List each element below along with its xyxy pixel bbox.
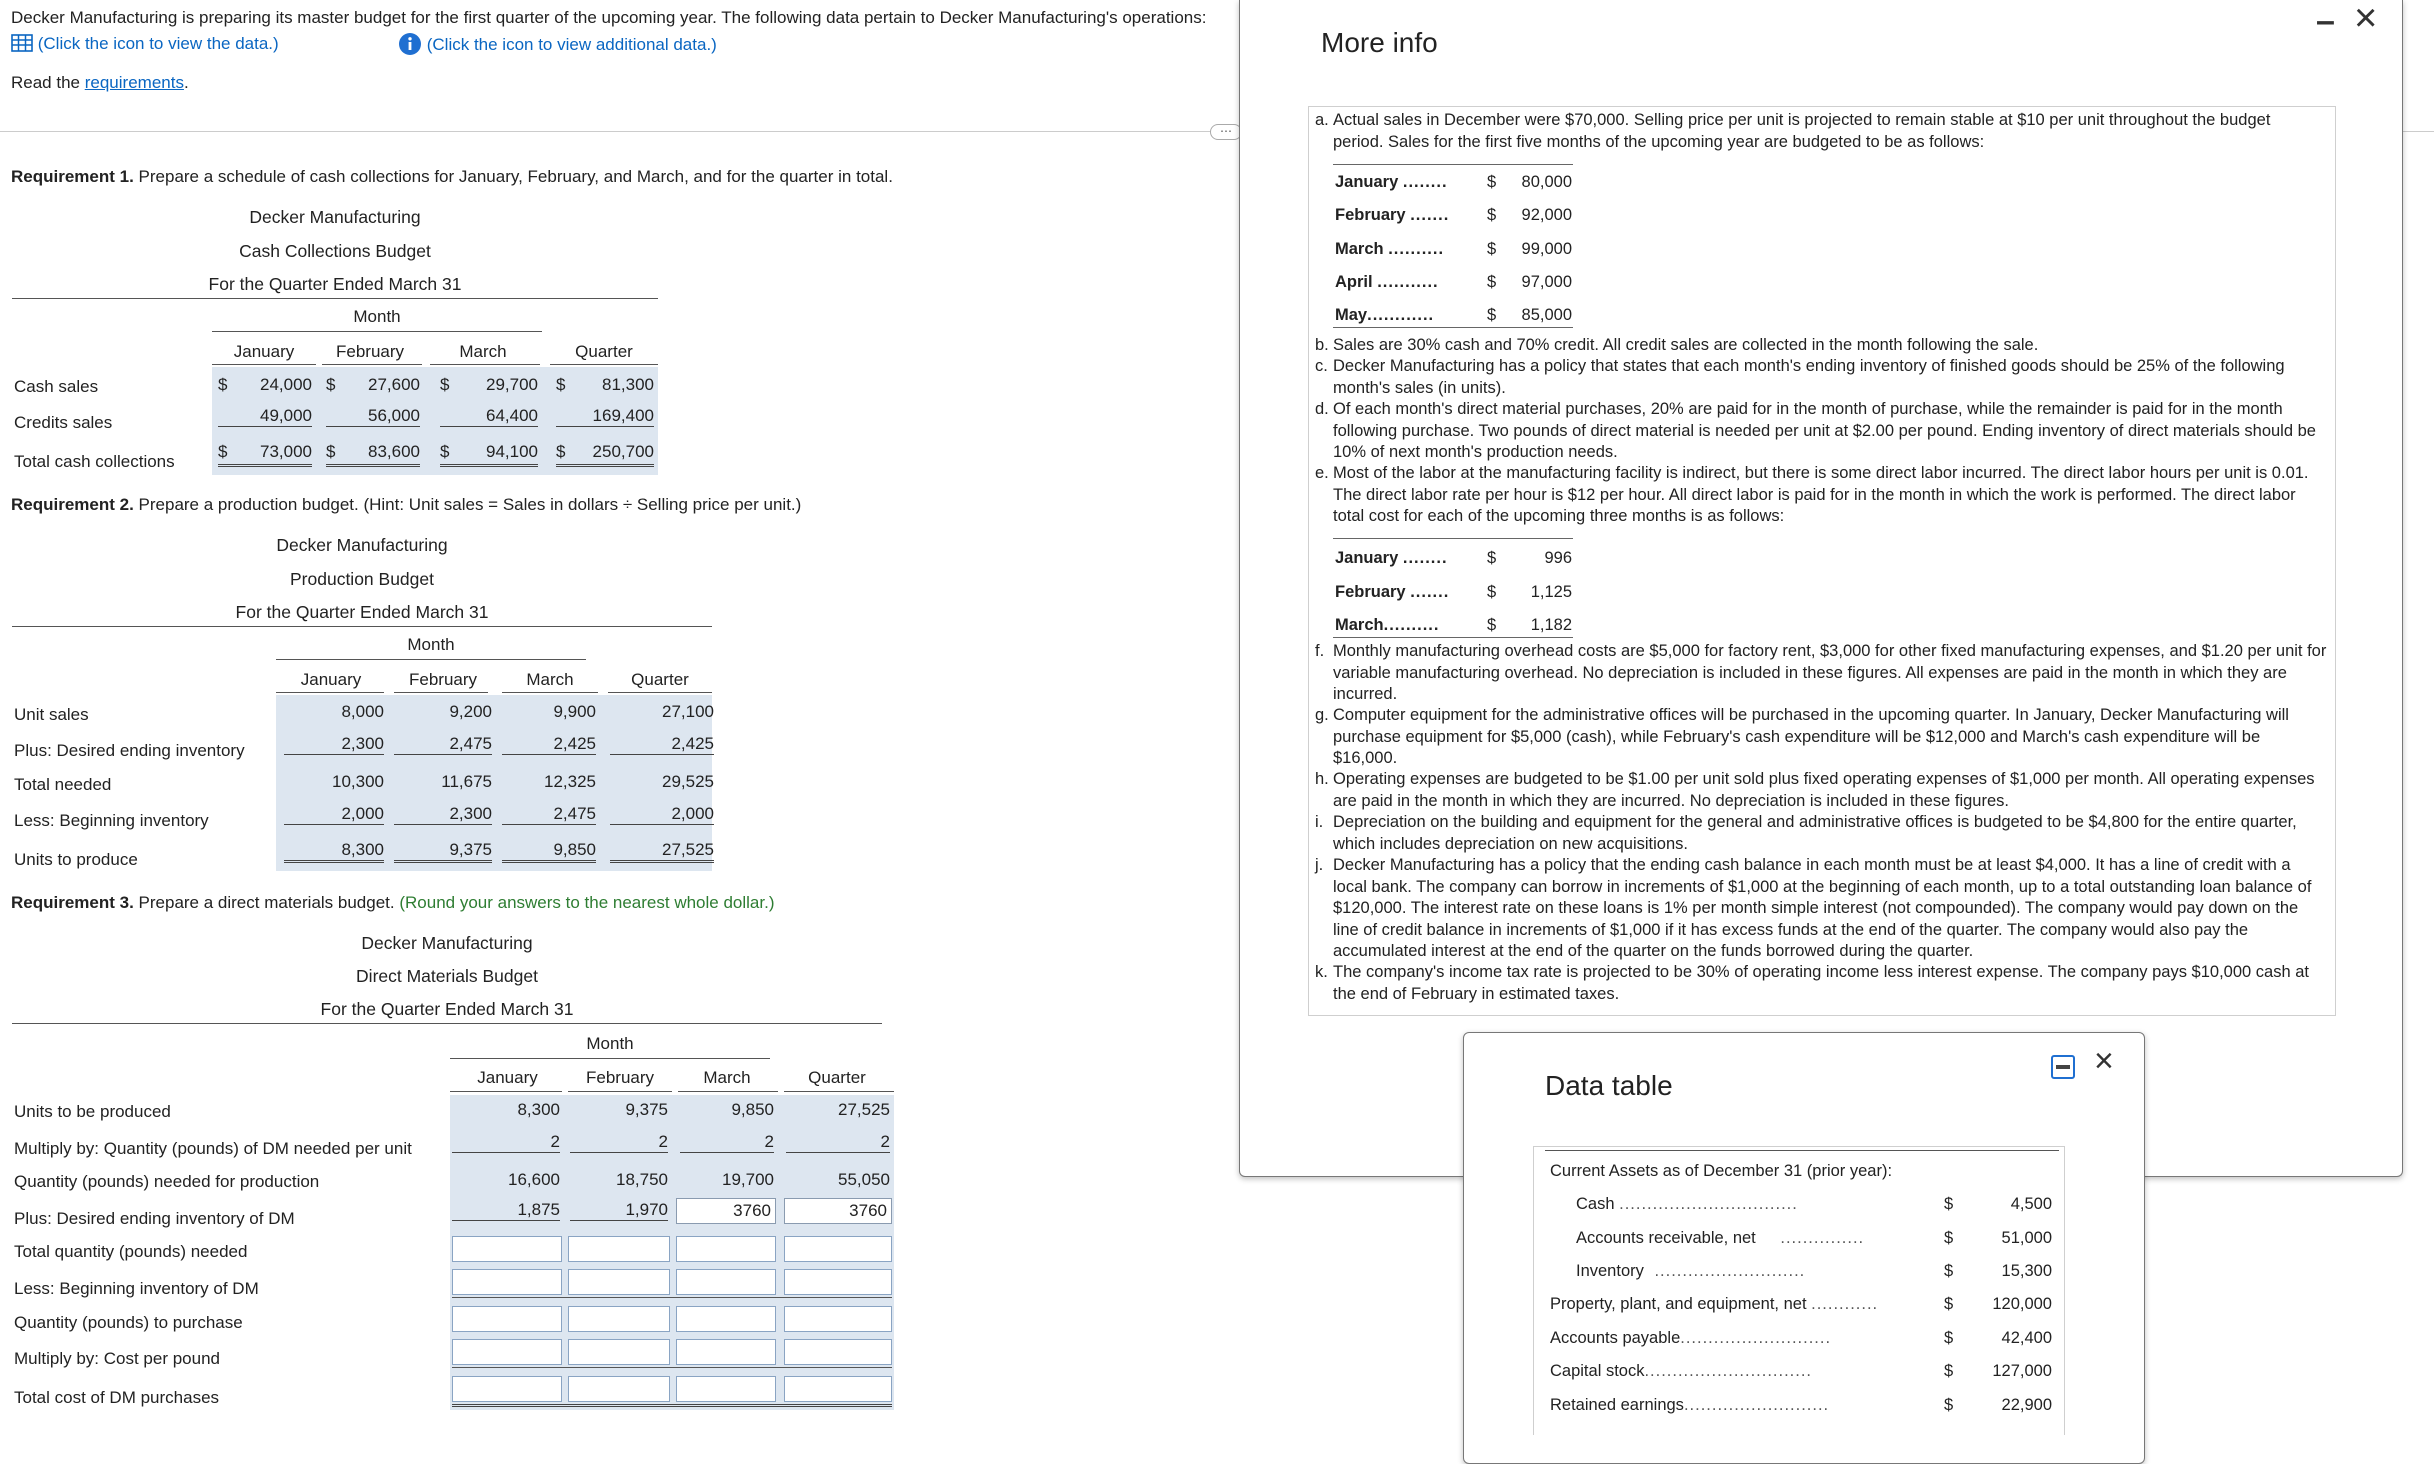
req1-heading: Requirement 1. Prepare a schedule of cash collections for January, February, and March, and for the quarter in total. (11, 167, 893, 186)
req1-company: Decker Manufacturing (249, 207, 421, 227)
sales-apr: 97,000 (1521, 273, 1572, 291)
data-table-box (1533, 1146, 2065, 1435)
req3-purchase-qty-qtr-input[interactable] (784, 1306, 892, 1332)
req3-cell: 18,750 (616, 1170, 668, 1189)
req2-row-label: Less: Beginning inventory (14, 811, 209, 830)
dt-capital: 127,000 (1992, 1362, 2052, 1380)
req3-heading: Requirement 3. Prepare a direct materials budget. (Round your answers to the nearest whole dollar.) (11, 893, 775, 912)
req2-cell: 2,300 (284, 734, 384, 755)
divider-right (2401, 131, 2434, 132)
sales-may: 85,000 (1521, 306, 1572, 324)
req3-beg-inv-jan-input[interactable] (452, 1269, 562, 1295)
collapse-handle[interactable]: ⋯ (1210, 124, 1242, 140)
req3-total-needed-jan-input[interactable] (452, 1236, 562, 1262)
req2-row-label: Total needed (14, 775, 112, 794)
req3-cell: 2 (452, 1132, 560, 1153)
req1-credit-jan: 49,000 (218, 406, 312, 427)
req2-row-label: Plus: Desired ending inventory (14, 741, 245, 760)
item-k-text: The company's income tax rate is projected to be 30% of operating income less interest expense. The company pays $10,000 cash at the end of February in estimated taxes. (1333, 963, 2309, 1003)
req3-row-label: Plus: Desired ending inventory of DM (14, 1209, 295, 1228)
req3-cell: 2 (680, 1132, 774, 1153)
view-additional-link[interactable]: (Click the icon to view additional data.) (398, 32, 717, 56)
item-g-text: Computer equipment for the administrative offices will be purchased in the upcoming quarter. In January, Decker Manufacturing will purchase equipment for $5,000 (cash), while February's cash expenditure will be $12,000 and March's cash expenditure will be $16,000. (1333, 706, 2289, 767)
req3-beg-inv-feb-input[interactable] (568, 1269, 670, 1295)
item-a-text: Actual sales in December were $70,000. Selling price per unit is projected to remain stable at $10 per unit throughout the budget period. Sales for the first five months of the upcoming year are budgeted to be as follows: (1333, 111, 2271, 151)
req3-col-mar: March (703, 1068, 751, 1087)
view-data-link[interactable]: (Click the icon to view the data.) (11, 34, 279, 54)
read-requirements: Read the requirements. (11, 73, 189, 92)
req1-total-feb: 83,600 (368, 442, 420, 461)
req2-cell: 2,425 (502, 734, 596, 755)
req3-cell: 8,300 (517, 1100, 560, 1119)
req3-cell: 1,970 (570, 1200, 668, 1221)
more-info-title: More info (1321, 27, 1438, 58)
item-j-text: Decker Manufacturing has a policy that the ending cash balance in each month must be at least $4,000. It has a line of credit with a local bank. The company can borrow in increments of $1,000 at the beginning of each month, up to a total outstanding loan balance of $120,000. The interest rate on these loans is 1% per month simple interest (not compounded). The company would pay down on the line of credit balance in increments of $1,000 if it has excess funds at the end of the quarter. The company would also pay the accumulated interest at the end of the quarter on the funds borrowed during the quarter. (1333, 856, 2312, 960)
req1-row-label: Credits sales (14, 413, 113, 432)
req2-cell: 2,000 (284, 804, 384, 825)
req3-title: Direct Materials Budget (356, 966, 538, 986)
req1-row-label: Total cash collections (14, 452, 175, 471)
req1-row-label: Cash sales (14, 377, 99, 396)
req2-col-qtr: Quarter (631, 670, 689, 689)
req2-cell: 27,100 (662, 702, 714, 721)
req2-cell: 2,475 (394, 734, 492, 755)
req2-cell: 11,675 (441, 772, 492, 791)
req2-company: Decker Manufacturing (276, 535, 448, 555)
dt-retained: 22,900 (2001, 1396, 2052, 1414)
dt-ppe: 120,000 (1992, 1295, 2052, 1313)
req3-col-jan: January (477, 1068, 538, 1087)
req1-title: Cash Collections Budget (239, 241, 431, 261)
req2-cell: 27,525 (610, 840, 714, 863)
table-icon[interactable] (11, 34, 33, 52)
sales-mar: 99,000 (1521, 240, 1572, 258)
req3-total-needed-mar-input[interactable] (676, 1236, 776, 1262)
req3-col-feb: February (585, 1068, 655, 1087)
req3-row-label: Total cost of DM purchases (14, 1388, 220, 1407)
req2-cell: 2,475 (502, 804, 596, 825)
req2-row-label: Units to produce (14, 850, 138, 869)
req3-total-cost-jan-input[interactable] (452, 1376, 562, 1402)
req3-cell: 9,375 (625, 1100, 668, 1119)
req3-total-cost-feb-input[interactable] (568, 1376, 670, 1402)
req3-row-label: Quantity (pounds) to purchase (14, 1313, 243, 1332)
req2-cell: 10,300 (332, 772, 384, 791)
req2-row-label: Unit sales (14, 705, 89, 724)
req2-cell: 8,000 (341, 702, 384, 721)
info-icon[interactable] (398, 32, 422, 56)
req3-ending-inv-mar-input[interactable]: 3760 (676, 1198, 776, 1224)
req3-purchase-qty-mar-input[interactable] (676, 1306, 776, 1332)
req3-total-cost-mar-input[interactable] (676, 1376, 776, 1402)
req3-company: Decker Manufacturing (361, 933, 533, 953)
data-table-title: Data table (1545, 1070, 1673, 1101)
req2-col-mar: March (526, 670, 574, 689)
item-b-text: Sales are 30% cash and 70% credit. All credit sales are collected in the month following the sale. (1333, 336, 2039, 354)
req3-cost-per-lb-qtr-input[interactable] (784, 1339, 892, 1365)
req1-total-jan: 73,000 (260, 442, 312, 461)
req3-beg-inv-mar-input[interactable] (676, 1269, 776, 1295)
labor-feb: 1,125 (1530, 583, 1572, 601)
item-letter: a. (1315, 111, 1329, 129)
req3-cell: 9,850 (731, 1100, 774, 1119)
req2-cell: 2,000 (610, 804, 714, 825)
sales-jan: 80,000 (1521, 173, 1572, 191)
req2-title: Production Budget (290, 569, 434, 589)
req2-heading: Requirement 2. Prepare a production budget. (Hint: Unit sales = Sales in dollars ÷ Selling price per unit.) (11, 495, 802, 514)
req1-col-qtr: Quarter (575, 342, 633, 361)
req3-row-label: Total quantity (pounds) needed (14, 1242, 248, 1261)
item-h-text: Operating expenses are budgeted to be $1.00 per unit sold plus fixed operating expenses of $1,000 per month. All operating expenses are paid in the month in which they are incurred. No depreciation is included in these figures. (1333, 770, 2315, 810)
req3-total-needed-qtr-input[interactable] (784, 1236, 892, 1262)
req3-cell: 55,050 (838, 1170, 890, 1189)
req1-col-mar: March (459, 342, 507, 361)
item-c-text: Decker Manufacturing has a policy that states that each month's ending inventory of finished goods should be 25% of the following month's sales (in units). (1333, 357, 2285, 397)
req3-cost-per-lb-mar-input[interactable] (676, 1339, 776, 1365)
close-icon[interactable]: × (2354, 0, 2378, 40)
req1-total-mar: 94,100 (486, 442, 538, 461)
req3-cell: 19,700 (722, 1170, 774, 1189)
dt-ap: 42,400 (2001, 1329, 2052, 1347)
minimize-icon[interactable]: – (2316, 2, 2335, 40)
req2-col-jan: January (300, 670, 362, 689)
req2-cell: 12,325 (544, 772, 596, 791)
req3-row-label: Quantity (pounds) needed for production (14, 1172, 320, 1191)
req2-cell: 9,200 (449, 702, 492, 721)
req2-cell: 2,300 (394, 804, 492, 825)
intro-text: Decker Manufacturing is preparing its master budget for the first quarter of the upcoming year. The following data pertain to Decker Manufacturing's operations: (11, 8, 1207, 27)
req1-period: For the Quarter Ended March 31 (208, 274, 462, 294)
req2-col-feb: February (408, 670, 478, 689)
req1-credit-qtr: 169,400 (556, 406, 654, 427)
req3-cell: 2 (570, 1132, 668, 1153)
item-e-text: Most of the labor at the manufacturing facility is indirect, but there is some direct labor incurred. The direct labor hours per unit is 0.01. The direct labor rate per hour is $12 per hour. All direct labor is paid for in the month in which the work is performed. The direct labor total cost for each of the upcoming three months is as follows: (1333, 464, 2309, 525)
req2-cell: 8,300 (284, 840, 384, 863)
collapse-icon[interactable] (2051, 1055, 2075, 1079)
req3-cell: 1,875 (452, 1200, 560, 1221)
req3-month-header: Month (586, 1034, 634, 1053)
req3-ending-inv-qtr-input[interactable]: 3760 (784, 1198, 892, 1224)
req3-col-qtr: Quarter (808, 1068, 866, 1087)
req1-col-feb: February (335, 342, 405, 361)
req3-cost-per-lb-feb-input[interactable] (568, 1339, 670, 1365)
item-f-text: Monthly manufacturing overhead costs are $5,000 for factory rent, $3,000 for other fixed manufacturing expenses, and $1.20 per unit for variable manufacturing overhead. No depreciation is included in these figures. All expenses are paid in the month in which they are incurred. (1333, 642, 2327, 703)
item-i-text: Depreciation on the building and equipment for the general and administrative offices is budgeted to be $4,800 for the entire quarter, which includes depreciation on new acquisitions. (1333, 813, 2297, 853)
req3-cell: 27,525 (838, 1100, 890, 1119)
req1-month-header: Month (353, 307, 401, 326)
requirements-link[interactable]: requirements (84, 73, 184, 92)
req2-month-header: Month (407, 635, 455, 654)
item-d-text: Of each month's direct material purchases, 20% are paid for in the month of purchase, while the remainder is paid for in the month following purchase. Two pounds of direct material is needed per unit at $2.00 per pound. Ending inventory of direct materials should be 10% of next month's production needs. (1333, 400, 2316, 461)
req3-total-cost-qtr-input[interactable] (784, 1376, 892, 1402)
divider (0, 131, 1222, 132)
labor-jan: 996 (1544, 549, 1572, 567)
sales-feb: 92,000 (1521, 206, 1572, 224)
req2-cell: 9,900 (553, 702, 596, 721)
req2-cell: 2,425 (610, 734, 714, 755)
req3-beg-inv-qtr-input[interactable] (784, 1269, 892, 1295)
req3-cost-per-lb-jan-input[interactable] (452, 1339, 562, 1365)
req3-total-needed-feb-input[interactable] (568, 1236, 670, 1262)
data-table-heading: Current Assets as of December 31 (prior year): (1550, 1162, 1893, 1180)
req1-cash-mar: 29,700 (486, 375, 538, 394)
req3-row-label: Less: Beginning inventory of DM (14, 1279, 259, 1298)
req1-col-jan: January (233, 342, 295, 361)
req1-total-qtr: 250,700 (592, 442, 654, 461)
req1-cash-feb: 27,600 (368, 375, 420, 394)
data-table-close-icon[interactable]: × (2094, 1042, 2114, 1080)
req3-period: For the Quarter Ended March 31 (320, 999, 574, 1019)
req3-purchase-qty-jan-input[interactable] (452, 1306, 562, 1332)
req2-cell: 29,525 (662, 772, 714, 791)
req3-cell: 2 (786, 1132, 890, 1153)
req3-row-label: Units to be produced (14, 1102, 171, 1121)
req2-cell: 9,850 (502, 840, 596, 863)
req3-cell: 16,600 (508, 1170, 560, 1189)
req2-cell: 9,375 (394, 840, 492, 863)
req1-cash-qtr: 81,300 (602, 375, 654, 394)
dt-inventory: 15,300 (2001, 1262, 2052, 1280)
dt-cash: 4,500 (2010, 1195, 2052, 1213)
req2-period: For the Quarter Ended March 31 (235, 602, 489, 622)
req3-purchase-qty-feb-input[interactable] (568, 1306, 670, 1332)
req3-row-label: Multiply by: Cost per pound (14, 1349, 220, 1368)
req3-row-label: Multiply by: Quantity (pounds) of DM needed per unit (14, 1139, 412, 1158)
dt-ar: 51,000 (2001, 1229, 2052, 1247)
req1-credit-feb: 56,000 (326, 406, 420, 427)
labor-mar: 1,182 (1530, 616, 1572, 634)
req1-cash-jan: 24,000 (260, 375, 312, 394)
req1-credit-mar: 64,400 (440, 406, 538, 427)
